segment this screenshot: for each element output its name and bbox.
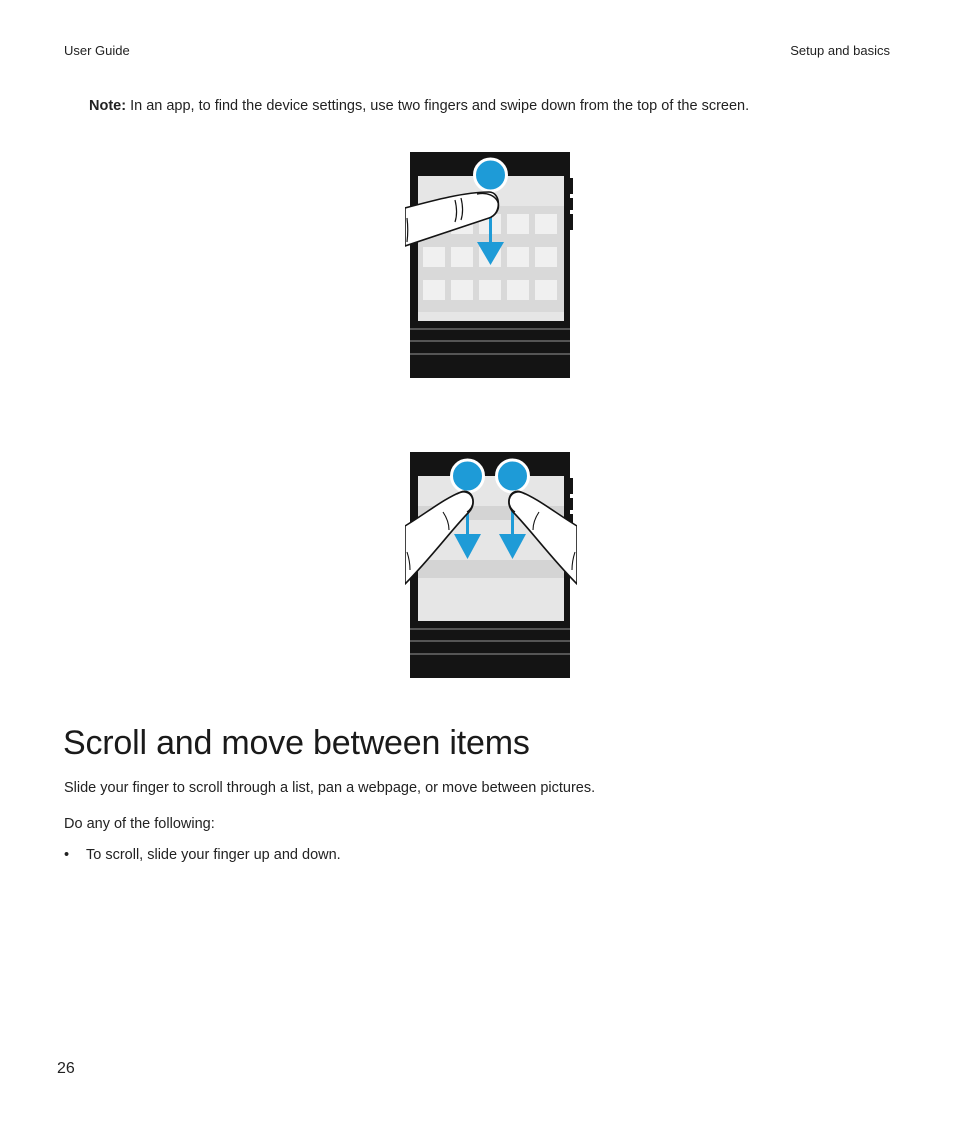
note-text: In an app, to find the device settings, use two fingers and swipe down from the top of the screen. xyxy=(126,98,750,114)
page-number: 26 xyxy=(57,1060,75,1077)
list-item xyxy=(64,847,341,863)
note-label: Note: xyxy=(89,98,127,114)
note xyxy=(89,98,749,114)
section-intro: Slide your finger to scroll through a list, pan a webpage, or move between pictures. xyxy=(64,780,596,796)
header-left: User Guide xyxy=(64,43,130,58)
two-finger-swipe-down-illustration xyxy=(405,448,577,704)
one-finger-swipe-down-illustration xyxy=(405,148,577,404)
bullet-marker: • xyxy=(64,847,70,863)
bullet-list xyxy=(64,847,341,863)
list-item-text: To scroll, slide your finger up and down. xyxy=(86,847,341,863)
header-right: Setup and basics xyxy=(790,43,890,58)
section-instruction: Do any of the following: xyxy=(64,816,215,832)
section-title: Scroll and move between items xyxy=(63,724,530,762)
